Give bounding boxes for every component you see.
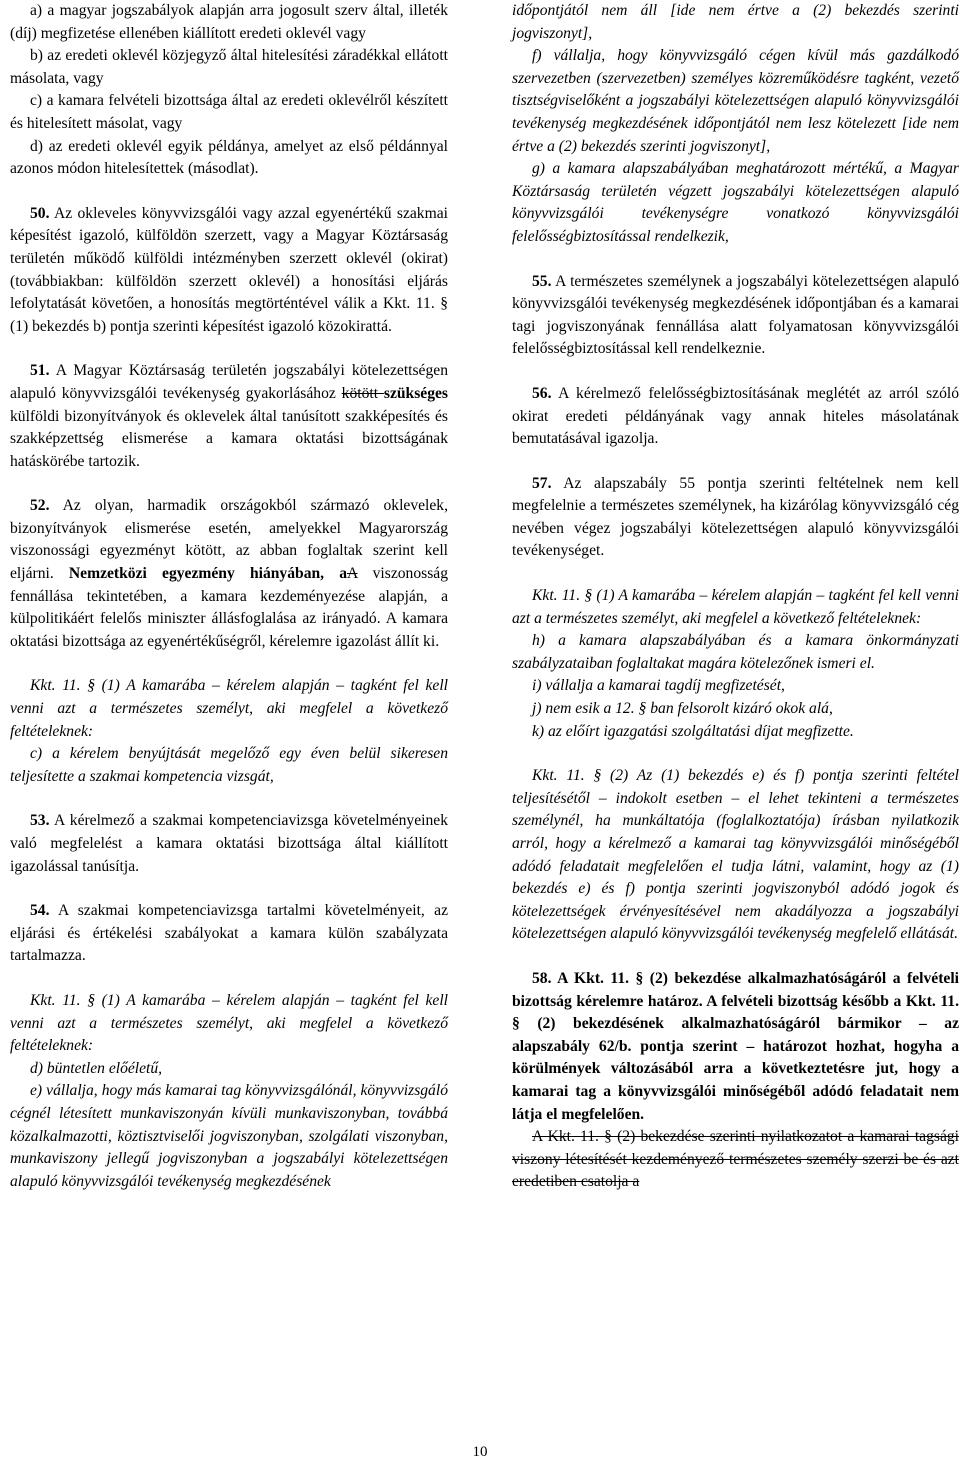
paragraph-50 bbox=[10, 203, 448, 339]
law-quote-item: h) a kamara alapszabályában és a kamara önkormányzati szabályzataiban foglaltakat magára kötelezőnek ismeri el. bbox=[512, 632, 959, 672]
law-quote-item: j) nem esik a 12. § ban felsorolt kizáró okok alá, bbox=[532, 700, 833, 718]
paragraph-54 bbox=[10, 900, 448, 968]
paragraph-57 bbox=[512, 473, 959, 563]
law-quote-item: időpontjától nem áll [ide nem értve a (2) bekezdés szerinti jogviszonyt], bbox=[512, 2, 959, 42]
paragraph-56 bbox=[512, 383, 959, 451]
struck-text: kötött bbox=[341, 384, 384, 402]
list-item: a) a magyar jogszabályok alapján arra jogosult szerv által, illeték (díj) megfizetése ellenében kiállított eredeti oklevél vagy bbox=[10, 2, 448, 42]
paragraph-text: A szakmai kompetenciavizsga tartalmi követelményeit, az eljárási és értékelési szabályokat a kamara külön szabályzata tartalmazza. bbox=[10, 902, 448, 965]
right-column bbox=[512, 0, 959, 1194]
paragraph-text: Az okleveles könyvvizsgálói vagy azzal egyenértékű szakmai képesítést igazoló, külföldön szerzett, vagy a Magyar Köztársaság területén működő külföldi intézményben szerzett oklevél (okirat) (továbbiakban: külföldön szerzett oklevél) a honosítási eljárás lefolytatását követően, a honosítás megtörténtével válik a Kkt. 11. § (1) bekezdés b) pontja szerinti képesítést igazoló közokirattá. bbox=[10, 204, 448, 335]
law-quote-item: k) az előírt igazgatási szolgáltatási díjat megfizette. bbox=[532, 722, 854, 740]
law-quote-item: f) vállalja, hogy könyvvizsgáló cégen kívül más gazdálkodó szervezetben (szervezetben) személyes közreműködésre tagként, vezető tisztségviselőként a jogszabályi kötelezettségen alapuló könyvvizsgálói tevékenység megkezdésének időpontjától nem lesz kötelezett [ide nem értve a (2) bekezdés szerinti jogviszonyt], bbox=[512, 47, 959, 155]
paragraph-58: 58. A Kkt. 11. § (2) bekezdése alkalmazhatóságáról a felvételi bizottság kérelemre határoz. A felvételi bizottság később a Kkt. 11. § (2) bekezdésének alkalmazhatóságáról bármikor – az alapszabály 62/b. pontja szerint – határozot hozhat, hogyha a körülmények változásából arra a következtetésre jut, hogy a kamarai tag a könyvvizsgálói minőségéből adódó feladatait nem látja el megfelelően. bbox=[512, 969, 959, 1123]
paragraph-52 bbox=[10, 495, 448, 653]
law-quote-item: g) a kamara alapszabályában meghatározott mértékű, a Magyar Köztársaság területén végzett jogszabályi kötelezettségen alapuló könyvvizsgálói tevékenységre vonatkozó könyvvizsgálói felelősségbiztosítással rendelkezik, bbox=[512, 160, 959, 245]
list-item: b) az eredeti oklevél közjegyző által hitelesítési záradékkal ellátott másolata, vagy bbox=[10, 47, 448, 87]
inserted-text: szükséges bbox=[383, 384, 449, 402]
paragraph-number: 52. bbox=[30, 497, 50, 515]
paragraph-53 bbox=[10, 810, 448, 878]
paragraph-text: A kérelmező a szakmai kompetenciavizsga követelményeinek való megfelelést a kamara oktatási bizottsága által kiállított igazolással tanúsítja. bbox=[10, 812, 448, 875]
paragraph-number: 56. bbox=[532, 384, 552, 402]
struck-paragraph: A Kkt. 11. § (2) bekezdése szerinti nyilatkozatot a kamarai tagsági viszony létesítését kezdeményező természetes személy szerzi be és azt eredetiben csatolja a bbox=[512, 1128, 959, 1191]
inserted-text: Nemzetközi egyezmény hiányában, a bbox=[68, 565, 348, 583]
list-item: d) az eredeti oklevél egyik példánya, amelyet az első példánnyal azonos módon hitelesítettek (másodlat). bbox=[10, 137, 448, 178]
struck-text: A bbox=[347, 565, 358, 583]
law-quote: Kkt. 11. § (1) A kamarába – kérelem alapján – tagként fel kell venni azt a természetes személyt, aki megfelel a következő feltételeknek: bbox=[10, 991, 448, 1055]
paragraph-text: A kérelmező felelősségbiztosításának meglétét az arról szóló okirat eredeti példányának vagy annak hiteles másolatának bemutatásával igazolja. bbox=[512, 384, 959, 448]
law-quote-item: d) büntetlen előéletű, bbox=[30, 1059, 163, 1077]
list-item: c) a kamara felvételi bizottsága által az eredeti oklevélről készített és hitelesített másolat, vagy bbox=[10, 92, 448, 132]
paragraph-text: Az olyan, harmadik országokból származó oklevelek, bizonyítványok elismerése esetén, amelyekkel Magyarország viszonossági egyezményt kötött, az abban foglaltak szerint kell eljárni. bbox=[10, 497, 448, 583]
paragraph-text: külföldi bizonyítványok és oklevelek által tanúsított szakképesítés és szakképzettség elismerése a kamara oktatási bizottságának hatáskörébe tartozik. bbox=[10, 407, 448, 470]
law-quote: Kkt. 11. § (1) A kamarába – kérelem alapján – tagként fel kell venni azt a természetes személyt, aki megfelel a következő feltételeknek: bbox=[10, 677, 448, 740]
paragraph-text: A természetes személynek a jogszabályi kötelezettségen alapuló könyvvizsgálói tevékenység megkezdésének időpontjában és a kamarai tagi jogviszonyának fennállása alatt folyamatosan könyvvizsgálói felelősségbiztosítással kell rendelkeznie. bbox=[512, 272, 959, 358]
paragraph-number: 54. bbox=[30, 902, 50, 920]
paragraph-text: A Magyar Köztársaság területén jogszabályi kötelezettségen alapuló könyvvizsgálói tevékenység gyakorlásához bbox=[10, 362, 448, 402]
paragraph-number: 53. bbox=[30, 812, 50, 830]
paragraph-text: viszonosság fennállása tekintetében, a kamara kezdeményezése alapján, a külpolitikáért felelős miniszter állásfoglalása az irányadó. A kamara oktatási bizottsága az egyenértékűségről, kérelemre igazolást állít ki. bbox=[10, 565, 448, 650]
paragraph-number: 55. bbox=[532, 272, 552, 290]
paragraph-55 bbox=[512, 271, 959, 361]
law-quote-item: i) vállalja a kamarai tagdíj megfizetését, bbox=[532, 677, 785, 695]
law-quote-item: c) a kérelem benyújtását megelőző egy éven belül sikeresen teljesítette a szakmai kompetencia vizsgát, bbox=[10, 745, 448, 785]
paragraph-number: 57. bbox=[532, 474, 552, 492]
paragraph-number: 51. bbox=[30, 362, 50, 380]
left-column bbox=[10, 0, 448, 1193]
law-quote-item: e) vállalja, hogy más kamarai tag könyvvizsgálónál, könyvvizsgáló cégnél létesített munkaviszonyán kívüli munkaviszonyban, továbbá közalkalmazotti, köztisztviselői jogviszonyban, szolgálati viszonyban, munkaviszony jellegű jogviszonyban a jogszabályi kötelezettségen alapuló könyvvizsgálói tevékenység megkezdésének bbox=[10, 1082, 448, 1190]
page-number: 10 bbox=[472, 1444, 488, 1460]
law-quote: Kkt. 11. § (1) A kamarába – kérelem alapján – tagként fel kell venni azt a természetes személyt, aki megfelel a következő feltételeknek: bbox=[512, 587, 959, 627]
paragraph-51 bbox=[10, 360, 448, 473]
law-quote: Kkt. 11. § (2) Az (1) bekezdés e) és f) pontja szerinti feltétel teljesítésétől – indokolt esetben – el lehet tekinteni a természetes személynél, ha munkáltatója (foglalkoztatója) írásban nyilatkozik arról, hogy a kérelmező a kamarai tag könyvvizsgálói minőségéből adódó feladatait megfelelően el tudja látni, valamint, hogy az (1) bekezdés e) és f) pontja szerinti jogviszonyból adódó jogok és kötelezettségek érvényesítésével nem akadályozza a jogszabályi kötelezettségen alapuló könyvvizsgálói tevékenység megfelelő ellátását. bbox=[512, 767, 959, 943]
paragraph-number: 50. bbox=[30, 204, 50, 222]
paragraph-text: Az alapszabály 55 pontja szerinti feltételnek nem kell megfelelnie a természetes személynek, ha kizárólag könyvvizsgáló cég nevében végez jogszabályi kötelezettségen alapuló könyvvizsgálói tevékenységet. bbox=[512, 474, 959, 560]
